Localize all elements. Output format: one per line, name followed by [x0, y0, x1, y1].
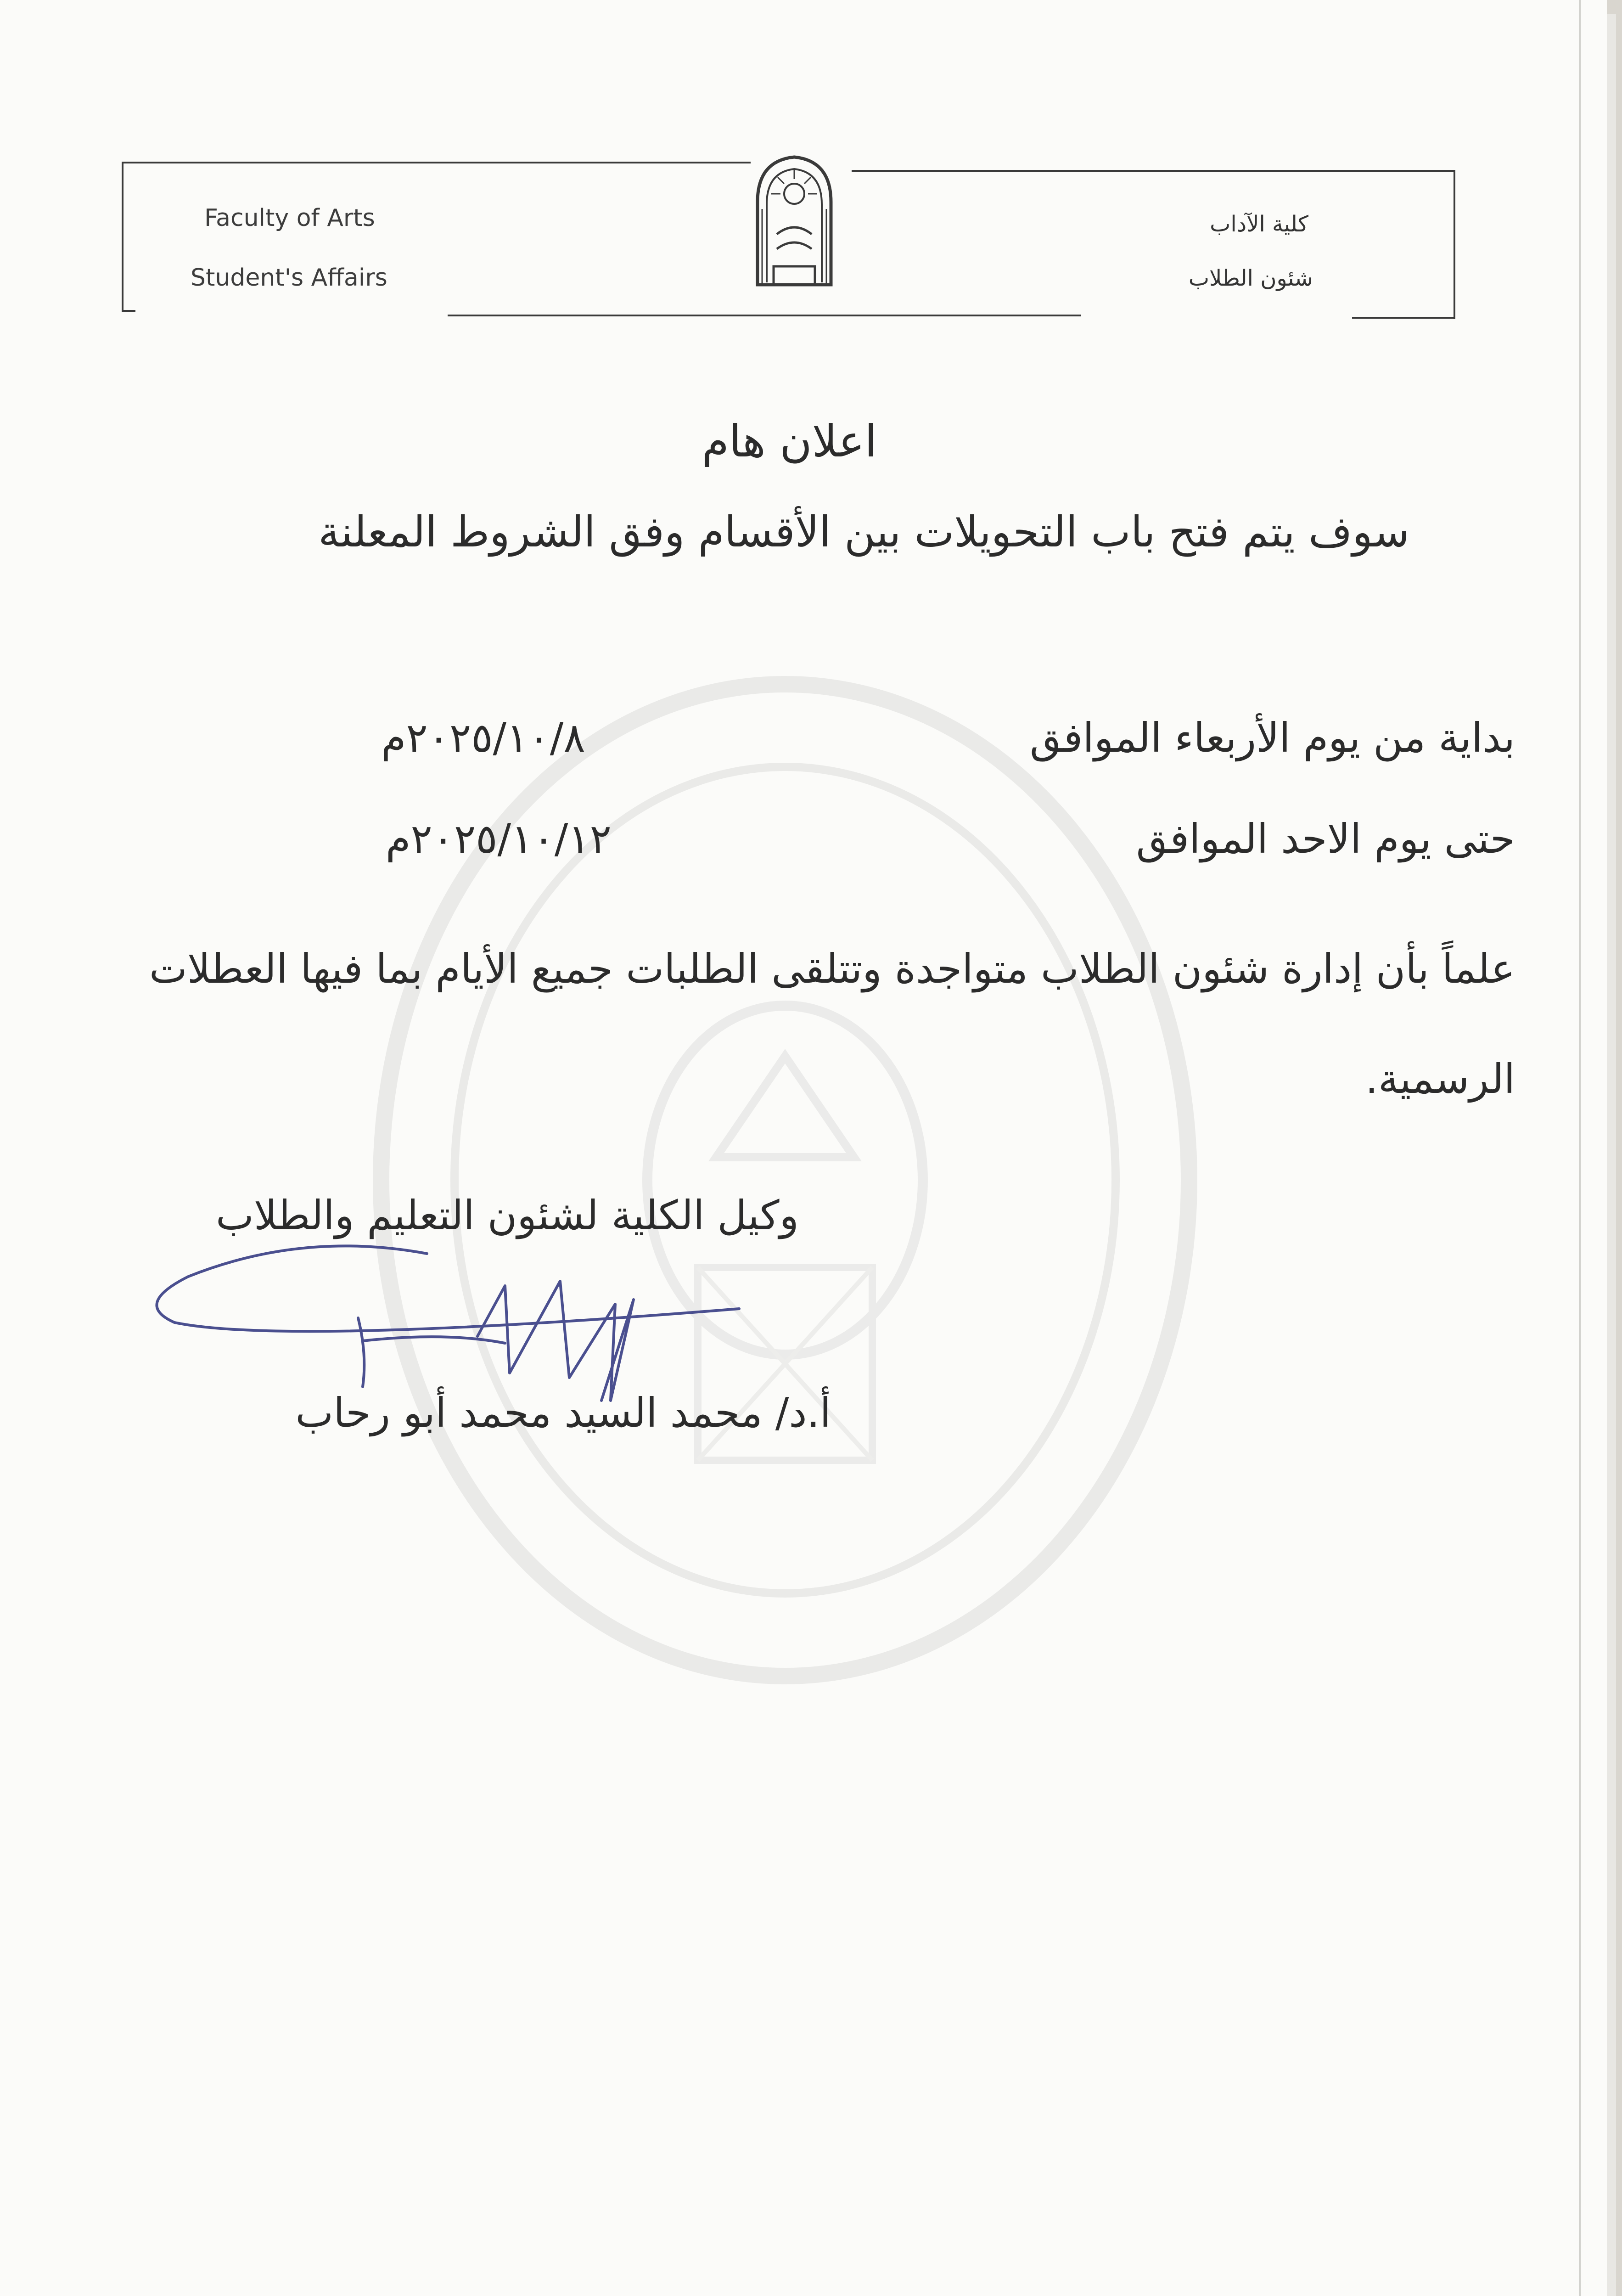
faculty-name-en: Faculty of Arts — [204, 204, 375, 232]
letterhead-border — [122, 162, 123, 311]
start-label: بداية من يوم الأربعاء الموافق — [1029, 714, 1515, 761]
letterhead-border — [1454, 170, 1455, 319]
university-logo — [748, 152, 840, 289]
letterhead-border — [448, 315, 1081, 316]
department-name-ar: شئون الطلاب — [1188, 265, 1313, 291]
letterhead-border — [1352, 317, 1455, 319]
letterhead-border — [852, 170, 1455, 172]
signatory-position: وكيل الكلية لشئون التعليم والطلاب — [216, 1192, 799, 1239]
faculty-name-ar: كلية الآداب — [1210, 211, 1308, 237]
announcement-subtitle: سوف يتم فتح باب التحويلات بين الأقسام وفق الشروط المعلنة — [318, 507, 1409, 557]
department-name-en: Student's Affairs — [191, 264, 387, 292]
signatory-name: أ.د/ محمد السيد محمد أبو رحاب — [295, 1389, 831, 1436]
announcement-title: اعلان هام — [702, 416, 877, 467]
letterhead-border — [122, 162, 751, 163]
letterhead-border — [122, 310, 135, 312]
end-date: ٢٠٢٥/١٠/١٢م — [386, 815, 612, 862]
announcement-note: علماً بأن إدارة شئون الطلاب متواجدة وتتلقى الطلبات جميع الأيام بما فيها العطلات الرسمية. — [149, 945, 1515, 1103]
start-date: ٢٠٢٥/١٠/٨م — [381, 714, 585, 761]
page-edge — [1579, 0, 1581, 2296]
end-label: حتى يوم الاحد الموافق — [1136, 815, 1515, 862]
